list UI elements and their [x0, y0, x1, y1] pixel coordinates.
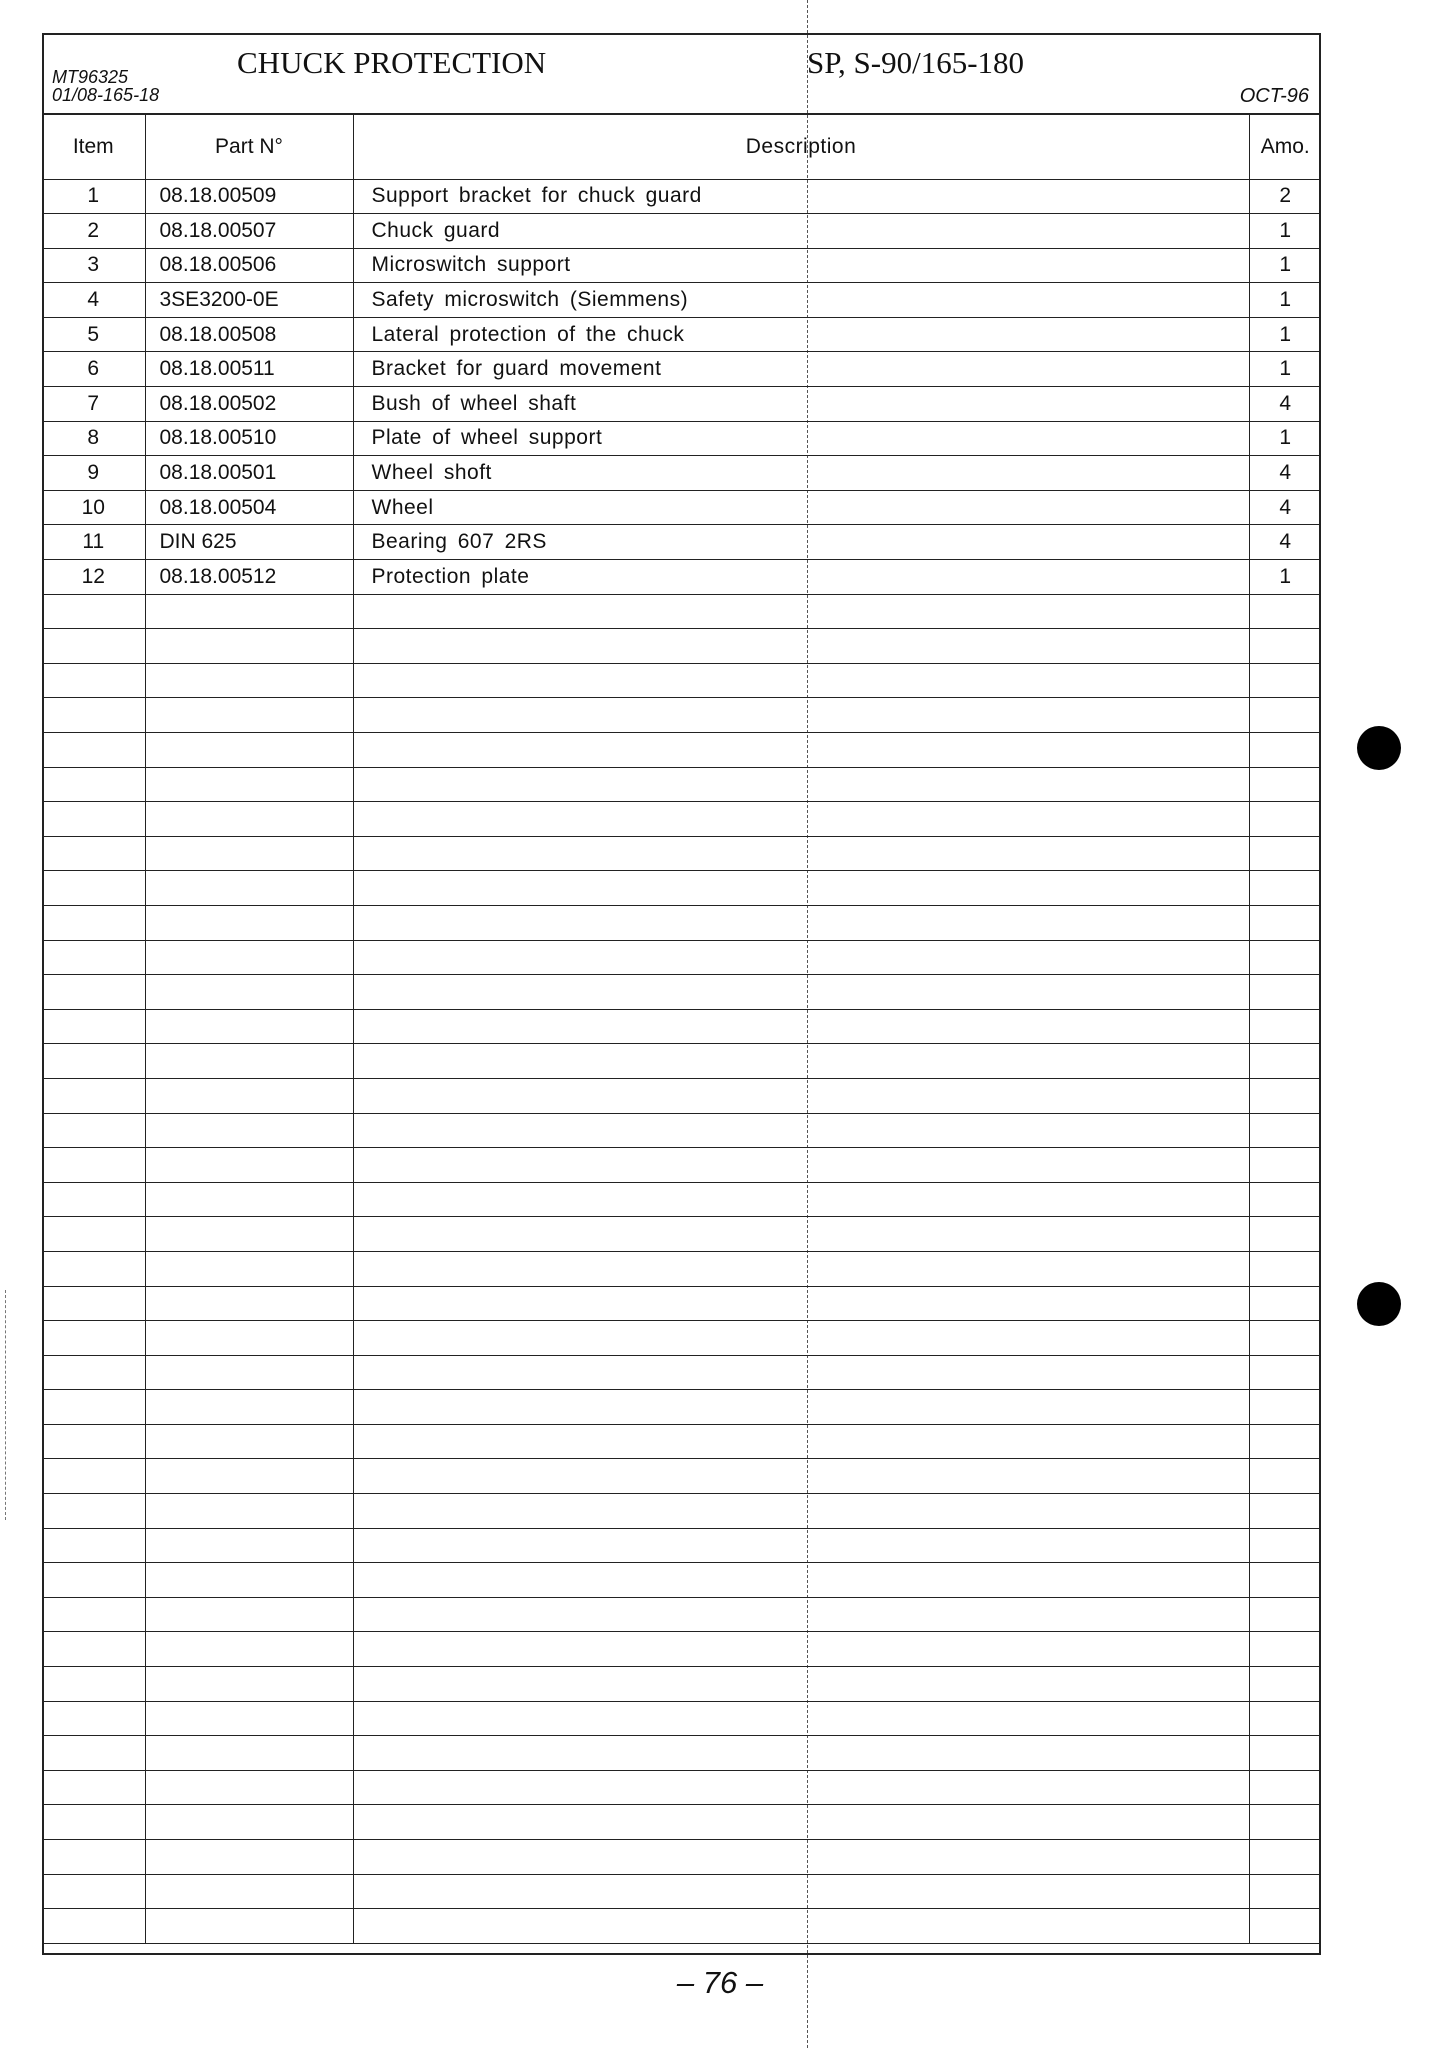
cell-item: 11: [42, 525, 145, 560]
empty-cell: [42, 1736, 145, 1771]
empty-cell: [1249, 905, 1321, 940]
empty-cell: [353, 871, 1249, 906]
empty-cell: [1249, 1874, 1321, 1909]
empty-table-row: [42, 1563, 1321, 1598]
cell-part-number: 08.18.00509: [145, 179, 353, 214]
empty-cell: [1249, 1701, 1321, 1736]
empty-cell: [1249, 733, 1321, 768]
empty-table-row: [42, 698, 1321, 733]
empty-cell: [145, 698, 353, 733]
empty-cell: [1249, 1597, 1321, 1632]
empty-cell: [1249, 1770, 1321, 1805]
empty-table-row: [42, 1217, 1321, 1252]
empty-cell: [1249, 1078, 1321, 1113]
table-row: [42, 179, 1321, 214]
empty-cell: [353, 1840, 1249, 1875]
empty-cell: [353, 1528, 1249, 1563]
empty-cell: [145, 1840, 353, 1875]
empty-cell: [42, 1182, 145, 1217]
empty-cell: [353, 1805, 1249, 1840]
empty-cell: [145, 1701, 353, 1736]
cell-part-number: 08.18.00504: [145, 490, 353, 525]
cell-description: Bush of wheel shaft: [353, 387, 1249, 422]
cell-part-number: 08.18.00507: [145, 214, 353, 249]
empty-cell: [353, 1770, 1249, 1805]
cell-part-number: 08.18.00506: [145, 248, 353, 283]
empty-cell: [1249, 1321, 1321, 1356]
cell-description: Plate of wheel support: [353, 421, 1249, 456]
cell-item: 7: [42, 387, 145, 422]
empty-cell: [353, 733, 1249, 768]
empty-cell: [42, 1217, 145, 1252]
page-title: CHUCK PROTECTION: [237, 45, 547, 80]
empty-table-row: [42, 836, 1321, 871]
column-header-amount: Amo.: [1249, 115, 1321, 179]
empty-table-row: [42, 1874, 1321, 1909]
empty-table-row: [42, 1355, 1321, 1390]
cell-amount: 1: [1249, 317, 1321, 352]
empty-cell: [353, 1667, 1249, 1702]
empty-cell: [353, 663, 1249, 698]
empty-table-row: [42, 1459, 1321, 1494]
empty-cell: [42, 767, 145, 802]
punch-hole: [1357, 726, 1401, 770]
scan-edge-mark: [5, 1290, 6, 1520]
empty-cell: [1249, 1217, 1321, 1252]
empty-cell: [353, 1909, 1249, 1944]
empty-cell: [42, 1632, 145, 1667]
empty-table-row: [42, 905, 1321, 940]
empty-cell: [42, 1424, 145, 1459]
empty-table-row: [42, 767, 1321, 802]
empty-cell: [353, 1148, 1249, 1183]
empty-cell: [353, 767, 1249, 802]
empty-cell: [145, 1632, 353, 1667]
empty-cell: [353, 629, 1249, 664]
empty-cell: [145, 871, 353, 906]
empty-table-row: [42, 1148, 1321, 1183]
empty-cell: [145, 1286, 353, 1321]
empty-cell: [42, 836, 145, 871]
cell-item: 12: [42, 560, 145, 595]
empty-cell: [353, 1701, 1249, 1736]
parts-table-body: [42, 179, 1321, 1943]
revision-date: OCT-96: [1239, 85, 1309, 107]
empty-cell: [42, 1009, 145, 1044]
empty-cell: [42, 594, 145, 629]
model-label: SP, S-90/165-180: [807, 45, 1025, 80]
empty-cell: [42, 1494, 145, 1529]
empty-table-row: [42, 1736, 1321, 1771]
empty-cell: [145, 940, 353, 975]
empty-cell: [353, 594, 1249, 629]
empty-cell: [353, 1355, 1249, 1390]
empty-cell: [42, 905, 145, 940]
empty-table-row: [42, 1494, 1321, 1529]
empty-table-row: [42, 1182, 1321, 1217]
empty-cell: [42, 1321, 145, 1356]
empty-cell: [145, 1874, 353, 1909]
empty-cell: [145, 1667, 353, 1702]
column-header-part-number: Part N°: [145, 115, 353, 179]
empty-cell: [145, 975, 353, 1010]
table-row: [42, 352, 1321, 387]
column-header-description: Description: [353, 115, 1249, 179]
empty-cell: [1249, 767, 1321, 802]
empty-cell: [145, 1736, 353, 1771]
cell-part-number: 08.18.00508: [145, 317, 353, 352]
empty-table-row: [42, 1009, 1321, 1044]
empty-cell: [353, 1182, 1249, 1217]
empty-table-row: [42, 1321, 1321, 1356]
empty-table-row: [42, 663, 1321, 698]
empty-table-row: [42, 1909, 1321, 1944]
empty-cell: [145, 905, 353, 940]
empty-cell: [1249, 836, 1321, 871]
cell-item: 10: [42, 490, 145, 525]
cell-item: 6: [42, 352, 145, 387]
empty-cell: [42, 1528, 145, 1563]
empty-table-row: [42, 1597, 1321, 1632]
cell-amount: 1: [1249, 421, 1321, 456]
empty-cell: [42, 733, 145, 768]
table-row: [42, 387, 1321, 422]
cell-description: Bracket for guard movement: [353, 352, 1249, 387]
empty-cell: [42, 1251, 145, 1286]
page-number: – 76 –: [676, 1965, 764, 2000]
parts-table: [42, 115, 1321, 1944]
empty-cell: [1249, 1840, 1321, 1875]
empty-cell: [353, 940, 1249, 975]
empty-cell: [1249, 1632, 1321, 1667]
empty-cell: [1249, 940, 1321, 975]
empty-cell: [1249, 1494, 1321, 1529]
empty-cell: [353, 1874, 1249, 1909]
cell-amount: 1: [1249, 248, 1321, 283]
empty-cell: [145, 1321, 353, 1356]
empty-cell: [353, 802, 1249, 837]
empty-table-row: [42, 1667, 1321, 1702]
table-row: [42, 456, 1321, 491]
empty-cell: [1249, 1355, 1321, 1390]
empty-cell: [42, 1667, 145, 1702]
empty-cell: [1249, 1044, 1321, 1079]
cell-item: 9: [42, 456, 145, 491]
empty-cell: [1249, 1528, 1321, 1563]
empty-cell: [1249, 1182, 1321, 1217]
empty-cell: [145, 1009, 353, 1044]
empty-cell: [145, 1528, 353, 1563]
empty-table-row: [42, 1078, 1321, 1113]
empty-cell: [1249, 1563, 1321, 1598]
empty-cell: [145, 802, 353, 837]
empty-cell: [1249, 1736, 1321, 1771]
cell-description: Bearing 607 2RS: [353, 525, 1249, 560]
empty-cell: [353, 1078, 1249, 1113]
empty-cell: [1249, 663, 1321, 698]
empty-cell: [353, 1459, 1249, 1494]
empty-table-row: [42, 629, 1321, 664]
empty-cell: [42, 871, 145, 906]
empty-cell: [145, 1113, 353, 1148]
empty-cell: [42, 663, 145, 698]
doc-code: MT96325: [52, 67, 129, 87]
empty-cell: [1249, 1251, 1321, 1286]
cell-item: 1: [42, 179, 145, 214]
empty-cell: [145, 1770, 353, 1805]
empty-cell: [145, 1355, 353, 1390]
empty-cell: [353, 1044, 1249, 1079]
empty-cell: [145, 1909, 353, 1944]
empty-cell: [42, 1563, 145, 1598]
table-row: [42, 421, 1321, 456]
cell-item: 3: [42, 248, 145, 283]
empty-table-row: [42, 871, 1321, 906]
empty-cell: [42, 1909, 145, 1944]
cell-description: Protection plate: [353, 560, 1249, 595]
empty-cell: [145, 1078, 353, 1113]
empty-cell: [1249, 1909, 1321, 1944]
cell-amount: 1: [1249, 352, 1321, 387]
empty-cell: [145, 733, 353, 768]
cell-item: 5: [42, 317, 145, 352]
empty-cell: [353, 1217, 1249, 1252]
ref-code: 01/08-165-18: [52, 85, 160, 105]
empty-table-row: [42, 975, 1321, 1010]
cell-part-number: 08.18.00512: [145, 560, 353, 595]
cell-part-number: DIN 625: [145, 525, 353, 560]
empty-cell: [145, 1563, 353, 1598]
empty-cell: [145, 1390, 353, 1425]
table-row: [42, 283, 1321, 318]
empty-cell: [1249, 1286, 1321, 1321]
cell-amount: 1: [1249, 214, 1321, 249]
empty-cell: [42, 802, 145, 837]
empty-cell: [353, 1632, 1249, 1667]
empty-cell: [1249, 698, 1321, 733]
column-header-item: Item: [42, 115, 145, 179]
empty-cell: [145, 836, 353, 871]
empty-cell: [42, 1459, 145, 1494]
empty-table-row: [42, 940, 1321, 975]
empty-cell: [42, 1355, 145, 1390]
empty-cell: [145, 1597, 353, 1632]
empty-cell: [145, 1251, 353, 1286]
empty-cell: [42, 1390, 145, 1425]
cell-amount: 4: [1249, 387, 1321, 422]
table-row: [42, 490, 1321, 525]
cell-description: Wheel shoft: [353, 456, 1249, 491]
empty-table-row: [42, 1044, 1321, 1079]
cell-part-number: 08.18.00511: [145, 352, 353, 387]
cell-description: Microswitch support: [353, 248, 1249, 283]
cell-part-number: 08.18.00502: [145, 387, 353, 422]
empty-cell: [145, 1494, 353, 1529]
empty-cell: [353, 1597, 1249, 1632]
table-row: [42, 214, 1321, 249]
empty-cell: [145, 1424, 353, 1459]
empty-cell: [1249, 1390, 1321, 1425]
cell-item: 2: [42, 214, 145, 249]
table-row: [42, 248, 1321, 283]
empty-cell: [145, 594, 353, 629]
empty-cell: [42, 1840, 145, 1875]
empty-cell: [353, 1321, 1249, 1356]
cell-amount: 4: [1249, 525, 1321, 560]
empty-table-row: [42, 1632, 1321, 1667]
empty-cell: [353, 1390, 1249, 1425]
empty-cell: [1249, 629, 1321, 664]
punch-hole: [1357, 1282, 1401, 1326]
cell-part-number: 3SE3200-0E: [145, 283, 353, 318]
empty-cell: [1249, 1805, 1321, 1840]
empty-table-row: [42, 1251, 1321, 1286]
empty-cell: [42, 1113, 145, 1148]
empty-table-row: [42, 1113, 1321, 1148]
empty-cell: [42, 1148, 145, 1183]
empty-cell: [145, 663, 353, 698]
cell-amount: 4: [1249, 456, 1321, 491]
empty-table-row: [42, 733, 1321, 768]
empty-cell: [145, 1148, 353, 1183]
empty-cell: [145, 1044, 353, 1079]
empty-cell: [353, 1009, 1249, 1044]
empty-cell: [42, 1770, 145, 1805]
empty-cell: [353, 1494, 1249, 1529]
empty-cell: [353, 698, 1249, 733]
empty-cell: [1249, 594, 1321, 629]
cell-amount: 1: [1249, 560, 1321, 595]
empty-cell: [353, 836, 1249, 871]
empty-cell: [145, 1805, 353, 1840]
empty-table-row: [42, 1840, 1321, 1875]
empty-cell: [353, 1286, 1249, 1321]
empty-cell: [1249, 1667, 1321, 1702]
cell-description: Support bracket for chuck guard: [353, 179, 1249, 214]
empty-cell: [1249, 802, 1321, 837]
empty-table-row: [42, 1528, 1321, 1563]
table-row: [42, 525, 1321, 560]
empty-cell: [42, 698, 145, 733]
empty-table-row: [42, 1770, 1321, 1805]
empty-table-row: [42, 1701, 1321, 1736]
empty-cell: [1249, 1459, 1321, 1494]
empty-cell: [42, 1078, 145, 1113]
empty-cell: [145, 1217, 353, 1252]
empty-table-row: [42, 1805, 1321, 1840]
empty-cell: [42, 1044, 145, 1079]
cell-description: Safety microswitch (Siemmens): [353, 283, 1249, 318]
cell-part-number: 08.18.00510: [145, 421, 353, 456]
cell-description: Lateral protection of the chuck: [353, 317, 1249, 352]
cell-amount: 1: [1249, 283, 1321, 318]
empty-table-row: [42, 1424, 1321, 1459]
empty-table-row: [42, 802, 1321, 837]
cell-part-number: 08.18.00501: [145, 456, 353, 491]
empty-cell: [1249, 975, 1321, 1010]
cell-item: 8: [42, 421, 145, 456]
empty-cell: [145, 629, 353, 664]
empty-cell: [42, 1805, 145, 1840]
empty-cell: [1249, 1148, 1321, 1183]
empty-cell: [145, 767, 353, 802]
empty-cell: [42, 975, 145, 1010]
empty-cell: [353, 975, 1249, 1010]
cell-amount: 2: [1249, 179, 1321, 214]
cell-amount: 4: [1249, 490, 1321, 525]
empty-table-row: [42, 1390, 1321, 1425]
table-row: [42, 317, 1321, 352]
empty-cell: [353, 1563, 1249, 1598]
empty-cell: [353, 905, 1249, 940]
empty-table-row: [42, 1286, 1321, 1321]
sheet-header: [42, 33, 1321, 115]
cell-description: Chuck guard: [353, 214, 1249, 249]
empty-cell: [353, 1424, 1249, 1459]
table-row: [42, 560, 1321, 595]
empty-cell: [42, 1874, 145, 1909]
cell-item: 4: [42, 283, 145, 318]
empty-cell: [42, 1286, 145, 1321]
table-header-row: [42, 115, 1321, 179]
empty-cell: [1249, 1009, 1321, 1044]
empty-cell: [1249, 1113, 1321, 1148]
empty-cell: [42, 1701, 145, 1736]
empty-cell: [1249, 1424, 1321, 1459]
empty-cell: [353, 1113, 1249, 1148]
empty-cell: [145, 1459, 353, 1494]
empty-table-row: [42, 594, 1321, 629]
empty-cell: [42, 1597, 145, 1632]
cell-description: Wheel: [353, 490, 1249, 525]
empty-cell: [353, 1251, 1249, 1286]
empty-cell: [42, 940, 145, 975]
empty-cell: [145, 1182, 353, 1217]
empty-cell: [42, 629, 145, 664]
empty-cell: [1249, 871, 1321, 906]
empty-cell: [353, 1736, 1249, 1771]
